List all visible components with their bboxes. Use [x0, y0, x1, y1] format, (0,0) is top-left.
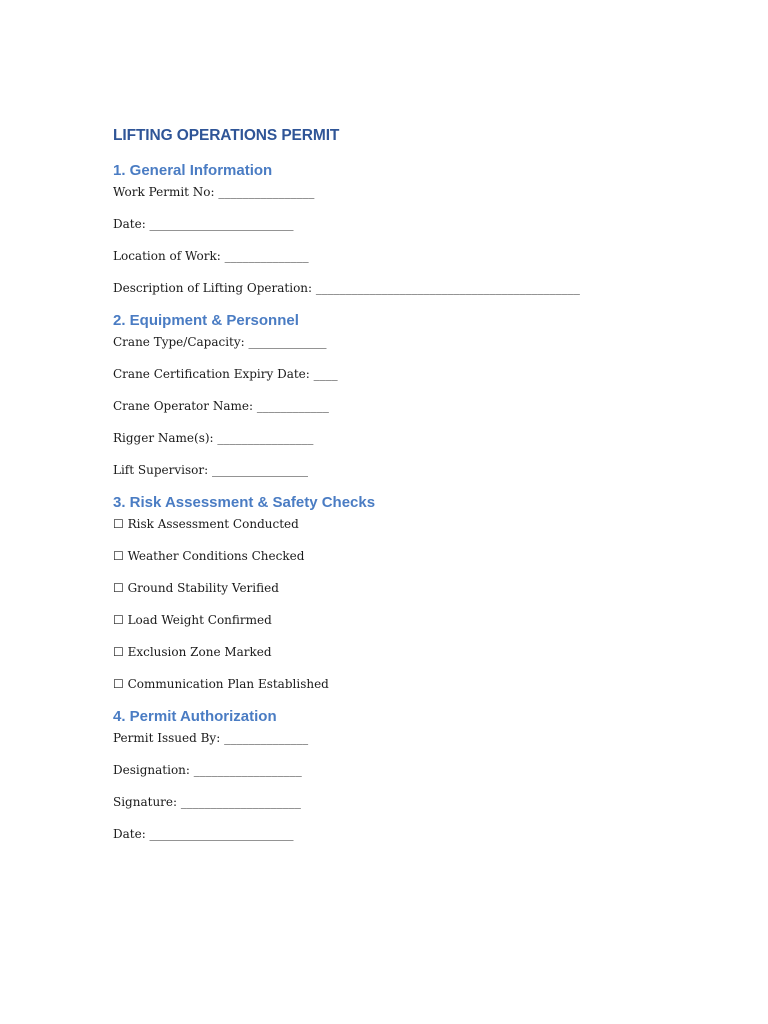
checklist-item-exclusion-zone: ☐ Exclusion Zone Marked — [113, 645, 272, 659]
date-field: Date: ________________________ — [113, 217, 294, 231]
rigger-names-field: Rigger Name(s): ________________ — [113, 431, 314, 445]
permit-document — [113, 124, 673, 844]
location-of-work-field: Location of Work: ______________ — [113, 249, 309, 263]
description-of-lifting-operation-field: Description of Lifting Operation: ____________________________________________ — [113, 281, 580, 295]
crane-type-capacity-field: Crane Type/Capacity: _____________ — [113, 335, 327, 349]
section-heading: 1. General Information — [113, 162, 273, 179]
checklist-item-ground-stability: ☐ Ground Stability Verified — [113, 581, 279, 595]
checklist-item-risk-assessment: ☐ Risk Assessment Conducted — [113, 517, 299, 531]
section-heading: 3. Risk Assessment & Safety Checks — [113, 494, 376, 511]
lift-supervisor-field: Lift Supervisor: ________________ — [113, 463, 308, 477]
crane-certification-expiry-field: Crane Certification Expiry Date: ____ — [113, 367, 338, 381]
section-heading: 2. Equipment & Personnel — [113, 312, 299, 329]
spacer — [113, 148, 673, 160]
work-permit-no-field: Work Permit No: ________________ — [113, 185, 315, 199]
authorization-date-field: Date: ________________________ — [113, 827, 294, 841]
section-heading: 4. Permit Authorization — [113, 708, 277, 725]
section-equipment-personnel — [113, 310, 673, 480]
designation-field: Designation: __________________ — [113, 763, 302, 777]
checklist-item-weather-conditions: ☐ Weather Conditions Checked — [113, 549, 305, 563]
crane-operator-name-field: Crane Operator Name: ____________ — [113, 399, 329, 413]
section-general-information — [113, 160, 673, 298]
checklist-item-communication-plan: ☐ Communication Plan Established — [113, 677, 329, 691]
section-permit-authorization — [113, 706, 673, 844]
permit-issued-by-field: Permit Issued By: ______________ — [113, 731, 309, 745]
section-risk-assessment — [113, 492, 673, 694]
document-title: LIFTING OPERATIONS PERMIT — [113, 127, 340, 144]
signature-field: Signature: ____________________ — [113, 795, 301, 809]
checklist-item-load-weight: ☐ Load Weight Confirmed — [113, 613, 272, 627]
